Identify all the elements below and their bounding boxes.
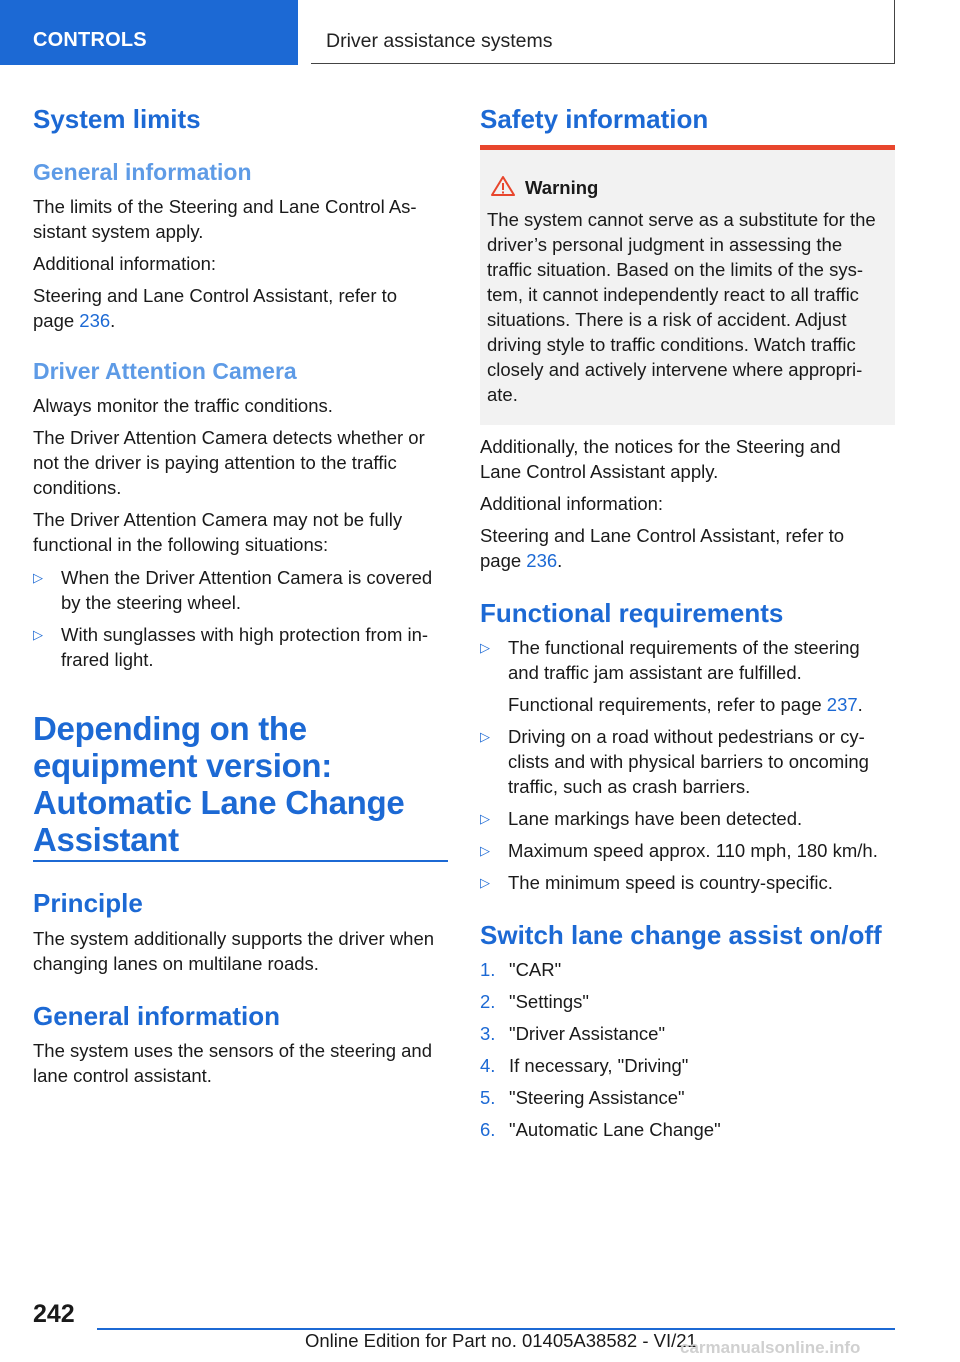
big-title-line-3: Automatic Lane Change xyxy=(33,784,405,821)
footer-edition-text: Online Edition for Part no. 01405A38582 - VI/21 xyxy=(305,1330,697,1351)
warning-line: driving style to traffic conditions. Watch traffic xyxy=(487,334,856,355)
triangle-bullet-icon: ▷ xyxy=(480,729,490,744)
bullet-line-2: by the steering wheel. xyxy=(61,592,241,613)
triangle-bullet-icon: ▷ xyxy=(480,843,490,858)
additional-information-label: Additional information: xyxy=(480,493,664,514)
page-number: 242 xyxy=(33,1300,75,1328)
warning-line: tem, it cannot independently react to all traffic xyxy=(487,284,859,305)
requirement-3: Lane markings have been detected. xyxy=(508,808,803,829)
dac-paragraph-2-line-2: not the driver is paying attention to the traffic xyxy=(33,452,397,473)
notices-text-line-2: Lane Control Assistant apply. xyxy=(480,461,719,482)
step-text: "Automatic Lane Change" xyxy=(509,1119,721,1140)
general-information-heading: General information xyxy=(33,159,252,185)
requirement-1-refer-prefix: Functional requirements, refer to page xyxy=(508,694,827,715)
triangle-bullet-icon: ▷ xyxy=(480,875,490,890)
requirement-1-line-1: The functional requirements of the steering xyxy=(508,637,860,658)
step-number: 2. xyxy=(480,991,496,1012)
step-number: 5. xyxy=(480,1087,496,1108)
dac-paragraph-1: Always monitor the traffic conditions. xyxy=(33,395,333,416)
step-number: 4. xyxy=(480,1055,496,1076)
notices-text-line-1: Additionally, the notices for the Steering and xyxy=(480,436,841,457)
refer-page-suffix: . xyxy=(110,310,116,331)
triangle-bullet-icon: ▷ xyxy=(33,570,43,585)
warning-line: situations. There is a risk of accident. Adjust xyxy=(487,309,847,330)
bullet-line-1: With sunglasses with high protection from in‐ xyxy=(61,624,429,645)
warning-line: The system cannot serve as a substitute for the xyxy=(487,209,876,230)
driver-attention-camera-heading: Driver Attention Camera xyxy=(33,358,297,384)
general-information-text-line-1: The limits of the Steering and Lane Control As‐ xyxy=(33,196,417,217)
warning-title: Warning xyxy=(525,177,599,198)
refer-text-line-1: Steering and Lane Control Assistant, refer to xyxy=(480,525,845,546)
header-chapter-label: Driver assistance systems xyxy=(326,30,553,52)
requirement-2-line-2: clists and with physical barriers to oncoming xyxy=(508,751,869,772)
header-chapter-box xyxy=(311,0,895,64)
refer-text-line-1: Steering and Lane Control Assistant, refer to xyxy=(33,285,398,306)
step-text: "Settings" xyxy=(509,991,589,1012)
step-text: "CAR" xyxy=(509,959,562,980)
triangle-bullet-icon: ▷ xyxy=(480,811,490,826)
dac-paragraph-2-line-3: conditions. xyxy=(33,477,122,498)
title-underline xyxy=(33,860,448,862)
requirement-1-line-2: and traffic jam assistant are fulfilled. xyxy=(508,662,802,683)
dac-paragraph-2-line-1: The Driver Attention Camera detects whether or xyxy=(33,427,425,448)
requirement-4: Maximum speed approx. 110 mph, 180 km/h. xyxy=(508,840,878,861)
big-title-line-2: equipment version: xyxy=(33,747,332,784)
warning-line: closely and actively intervene where appropri‐ xyxy=(487,359,863,380)
warning-box xyxy=(480,145,895,425)
page-link-237[interactable]: 237 xyxy=(826,694,858,715)
general-information-2-line-2: lane control assistant. xyxy=(33,1065,212,1086)
switch-lane-change-heading: Switch lane change assist on/off xyxy=(480,920,882,950)
requirement-1-refer xyxy=(508,692,898,717)
step-text: If necessary, "Driving" xyxy=(509,1055,689,1076)
page-link-236[interactable]: 236 xyxy=(526,550,558,571)
requirement-2-line-1: Driving on a road without pedestrians or cy‐ xyxy=(508,726,865,747)
requirement-2-line-3: traffic, such as crash barriers. xyxy=(508,776,751,797)
step-number: 6. xyxy=(480,1119,496,1140)
principle-heading: Principle xyxy=(33,888,143,918)
general-information-2-heading: General information xyxy=(33,1001,281,1031)
triangle-bullet-icon: ▷ xyxy=(480,640,490,655)
big-title-line-4: Assistant xyxy=(33,821,179,858)
additional-information-label: Additional information: xyxy=(33,253,217,274)
dac-paragraph-3-line-2: functional in the following situations: xyxy=(33,534,329,555)
safety-information-heading: Safety information xyxy=(480,104,709,134)
page-link-236[interactable]: 236 xyxy=(79,310,111,331)
functional-requirements-heading: Functional requirements xyxy=(480,598,784,628)
triangle-bullet-icon: ▷ xyxy=(33,627,43,642)
header-section-tab xyxy=(0,0,298,65)
warning-line: traffic situation. Based on the limits of the sys‐ xyxy=(487,259,863,280)
step-number: 1. xyxy=(480,959,496,980)
refer-page-suffix: . xyxy=(557,550,563,571)
bullet-line-2: frared light. xyxy=(61,649,154,670)
general-information-2-line-1: The system uses the sensors of the steering and xyxy=(33,1040,432,1061)
principle-text-line-2: changing lanes on multilane roads. xyxy=(33,953,319,974)
warning-line: ate. xyxy=(487,384,518,405)
header-section-label: CONTROLS xyxy=(33,29,147,51)
requirement-1-refer-suffix: . xyxy=(857,694,863,715)
refer-text-line-2 xyxy=(33,308,115,333)
refer-text-line-2 xyxy=(480,548,562,573)
step-text: "Steering Assistance" xyxy=(509,1087,685,1108)
requirement-5: The minimum speed is country-specific. xyxy=(508,872,833,893)
refer-page-prefix: page xyxy=(33,310,80,331)
system-limits-heading: System limits xyxy=(33,104,201,134)
step-number: 3. xyxy=(480,1023,496,1044)
principle-text-line-1: The system additionally supports the driver when xyxy=(33,928,435,949)
warning-triangle-icon xyxy=(490,175,516,197)
big-title-line-1: Depending on the xyxy=(33,710,307,747)
warning-text xyxy=(487,207,892,407)
watermark-text: carmanualsonline.info xyxy=(680,1338,861,1357)
dac-paragraph-3-line-1: The Driver Attention Camera may not be fully xyxy=(33,509,403,530)
warning-line: driver’s personal judgment in assessing the xyxy=(487,234,843,255)
bullet-line-1: When the Driver Attention Camera is covered xyxy=(61,567,433,588)
general-information-text-line-2: sistant system apply. xyxy=(33,221,204,242)
step-text: "Driver Assistance" xyxy=(509,1023,666,1044)
refer-page-prefix: page xyxy=(480,550,527,571)
